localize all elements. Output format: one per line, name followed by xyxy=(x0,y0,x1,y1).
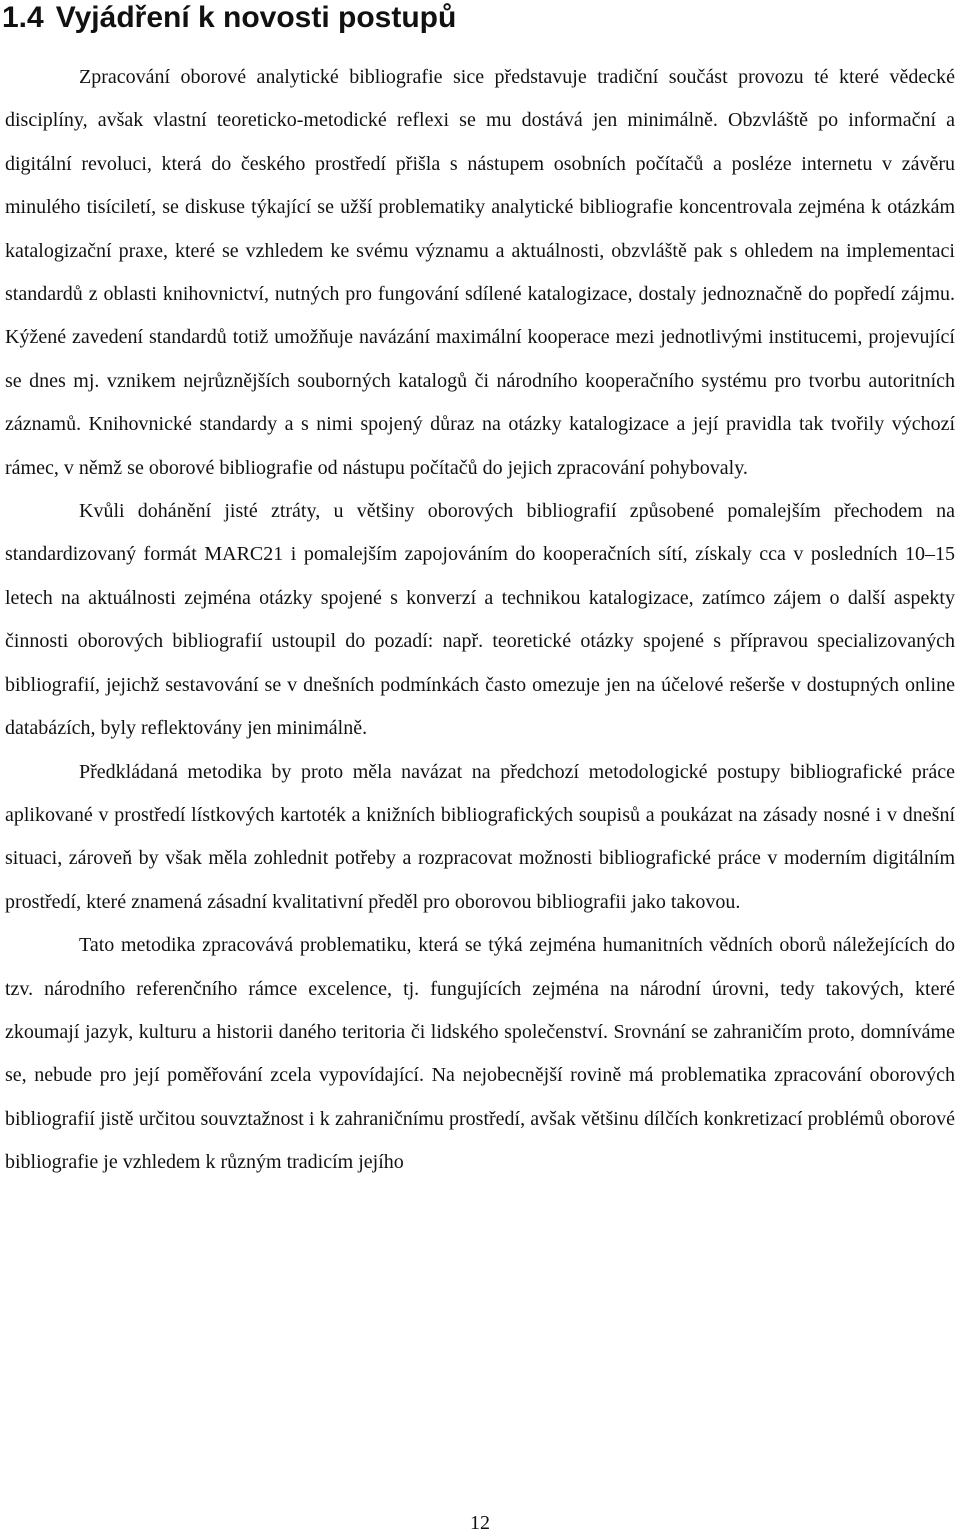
paragraph: Předkládaná metodika by proto měla navázat na předchozí metodologické postupy bibliografické práce aplikované v prostředí lístkových kartoték a knižních bibliografických soupisů a poukázat na zásady nosné i v dnešní situaci, zároveň by však měla zohlednit potřeby a rozpracovat možnosti bibliografické práce v moderním digitálním prostředí, které znamená zásadní kvalitativní předěl pro oborovou bibliografii jako takovou. xyxy=(5,760,955,913)
section-heading xyxy=(2,0,456,36)
paragraph: Tato metodika zpracovává problematiku, která se týká zejména humanitních vědních oborů náležejících do tzv. národního referenčního rámce excelence, tj. fungujících zejména na národní úrovni, tedy takových, které zkoumají jazyk, kulturu a historii daného teritoria či lidského společenství. Srovnání se zahraničím proto, domníváme se, nebude pro její poměřování zcela vypovídající. Na nejobecnější rovině má problematika zpracování oborových bibliografií jistě určitou souvztažnost i k zahraničnímu prostředí, avšak většinu dílčích konkretizací problémů oborové bibliografie je vzhledem k různým tradicím jejího xyxy=(5,934,955,1174)
paragraph: Zpracování oborové analytické bibliografie sice představuje tradiční součást provozu té které vědecké disciplíny, avšak vlastní teoreticko-metodické reflexi se mu dostává jen minimálně. Obzvláště po informační a digitální revoluci, která do českého prostředí přišla s nástupem osobních počítačů a posléze internetu v závěru minulého tisíciletí, se diskuse týkající se užší problematiky analytické bibliografie koncentrovala zejména k otázkám katalogizační praxe, které se vzhledem ke svému významu a aktuálnosti, obzvláště pak s ohledem na implementaci standardů z oblasti knihovnictví, nutných pro fungování sdílené katalogizace, dostaly jednoznačně do popředí zájmu. Kýžené zavedení standardů totiž umožňuje navázání maximální kooperace mezi jednotlivými institucemi, projevující se dnes mj. vznikem nejrůznějších souborných katalogů či národního kooperačního systému pro tvorbu autoritních záznamů. Knihovnické standardy a s nimi spojený důraz na otázky katalogizace a její pravidla tak tvořily výchozí rámec, v němž se oborové bibliografie od nástupu počítačů do jejich zpracování pohybovaly. xyxy=(5,66,955,479)
page-number: 12 xyxy=(470,1512,490,1534)
body-text xyxy=(5,56,955,1185)
section-title: Vyjádření k novosti postupů xyxy=(55,1,457,34)
section-number: 1.4 xyxy=(2,1,44,34)
paragraph: Kvůli dohánění jisté ztráty, u většiny oborových bibliografií způsobené pomalejším přechodem na standardizovaný formát MARC21 i pomalejším zapojováním do kooperačních sítí, získaly cca v posledních 10–15 letech na aktuálnosti zejména otázky spojené s konverzí a technikou katalogizace, zatímco zájem o další aspekty činnosti oborových bibliografií ustoupil do pozadí: např. teoretické otázky spojené s přípravou specializovaných bibliografií, jejichž sestavování se v dnešních podmínkách často omezuje jen na účelové rešerše v dostupných online databázích, byly reflektovány jen minimálně. xyxy=(5,500,955,740)
